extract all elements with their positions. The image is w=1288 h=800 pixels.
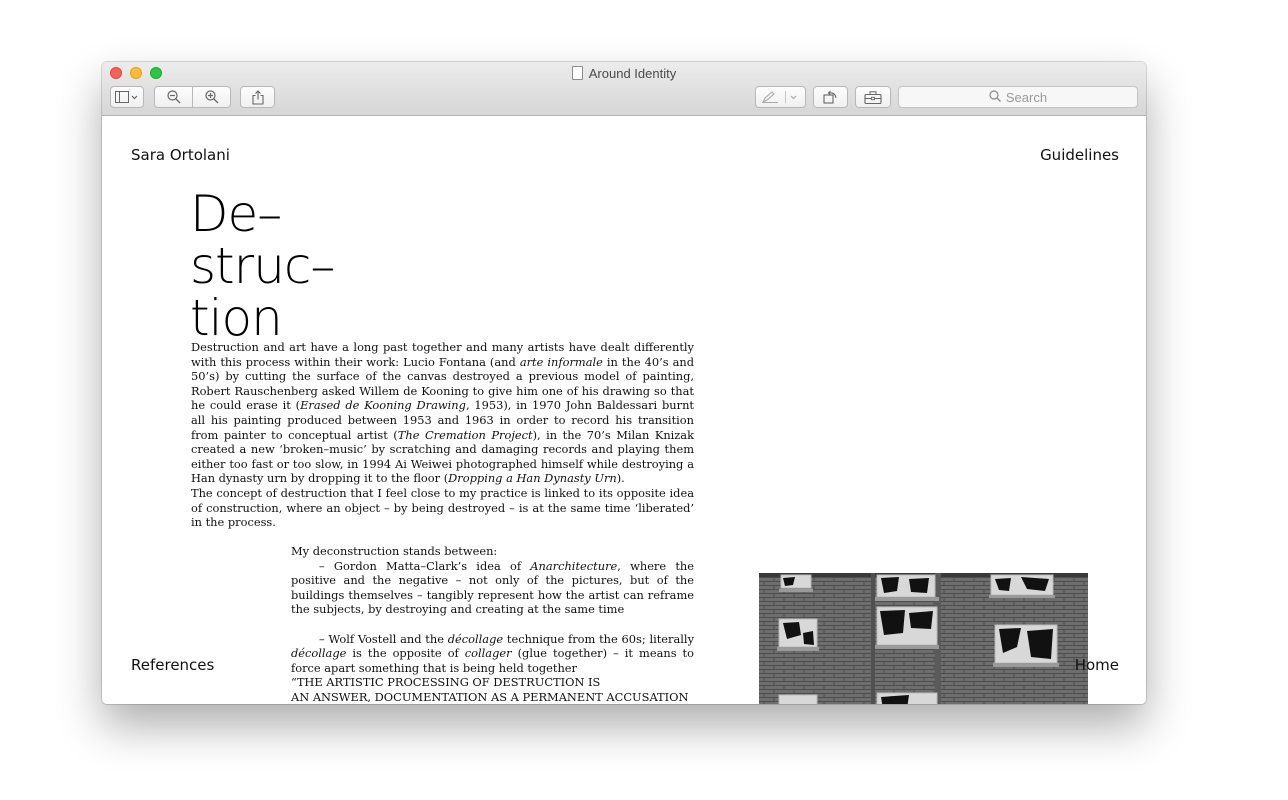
sidebar-icon: [115, 91, 139, 103]
quote-paragraph: [291, 632, 694, 676]
text-run: (glue together) – it means to force apart something that is being held together: [291, 646, 694, 675]
text-run: The concept of destruction that I feel close to my practice is linked to its opposite idea of construction, where an object – by being destroyed – is at the same time ‘liberated’ in the process.: [191, 485, 694, 530]
search-field[interactable]: [898, 86, 1138, 108]
markup-pen-icon: [761, 91, 801, 103]
share-icon: [252, 90, 264, 105]
zoom-in-button[interactable]: [192, 86, 231, 108]
text-run: – Gordon Matta–Clark’s idea of: [319, 558, 531, 573]
text-run: AN ANSWER, DOCUMENTATION AS A PERMANENT ACCUSATION: [291, 689, 689, 704]
home-link[interactable]: Home: [1074, 656, 1119, 674]
heading-line: struc–: [190, 237, 335, 295]
text-run: My deconstruction stands between:: [291, 544, 498, 558]
quote-paragraph: [291, 544, 694, 559]
italic-title-text: arte informale: [519, 354, 603, 369]
zoom-in-icon: [205, 90, 219, 104]
title-bar: [102, 62, 1146, 116]
italic-title-text: décollage: [291, 646, 347, 661]
search-placeholder: Search: [1005, 89, 1048, 105]
text-run: technique from the 60s; literally: [503, 631, 695, 646]
share-button[interactable]: [240, 86, 275, 108]
text-run: , 1953), in 1970 John Baldessari burnt all his painting produced between 1953 and 1963 in order to record his transition from painter to conceptual artist (: [191, 398, 694, 442]
paragraph-spacer: [291, 617, 694, 632]
zoom-out-icon: [167, 90, 181, 104]
document-page: [102, 116, 1146, 704]
toolbox-button[interactable]: [855, 86, 891, 108]
text-run: is the opposite of: [346, 646, 465, 661]
preview-window: [102, 62, 1146, 704]
heading-line: De–: [190, 185, 282, 243]
sidebar-button[interactable]: [110, 86, 144, 108]
text-run: Destruction and art have a long past together and many artists have dealt differently with this process within their work: Lucio Fontana (and: [191, 340, 694, 369]
rotate-button[interactable]: [813, 86, 848, 108]
italic-title-text: décollage: [447, 631, 504, 646]
italic-title-text: collager: [464, 646, 512, 661]
window-title: [102, 66, 1146, 82]
zoom-out-button[interactable]: [154, 86, 193, 108]
body-paragraph: [191, 486, 694, 530]
window-title-text: Around Identity: [588, 66, 677, 81]
markup-button[interactable]: [755, 86, 806, 108]
intro-text: [191, 340, 694, 530]
text-run: “THE ARTISTIC PROCESSING OF DESTRUCTION IS: [291, 675, 601, 690]
building-photo: [759, 573, 1088, 704]
italic-title-text: Erased de Kooning Drawing: [300, 398, 466, 413]
deconstruction-text: [291, 544, 694, 704]
page-heading: [190, 185, 335, 347]
text-run: in the 40’s and 50’s) by cutting the surface of the canvas destroyed a previous model of painting, Robert Rauschenberg asked Willem de Kooning to give him one of his drawing so that he could erase it (: [191, 354, 694, 413]
text-run: ), in the 70’s Milan Knizak created a new ‘broken–music’ by scratching and damaging records and playing them either too fast or too slow, in 1994 Ai Weiwei photographed himself while destroying a Han dynasty urn by dropping it to the floor (: [191, 427, 694, 486]
references-link[interactable]: References: [131, 656, 215, 674]
quote-paragraph: [291, 690, 694, 704]
body-paragraph: [191, 340, 694, 486]
text-run: , where the positive and the negative – not only of the pictures, but of the buildings themselves – tangibly represent how the artist can reframe the subjects, by destroying and creating at the same time: [291, 558, 694, 617]
quote-paragraph: [291, 675, 694, 690]
rotate-icon: [823, 90, 839, 104]
quote-paragraph: [291, 559, 694, 617]
italic-title-text: The Cremation Project: [397, 427, 533, 442]
text-run: – Wolf Vostell and the: [319, 631, 448, 646]
toolbox-icon: [864, 91, 882, 104]
search-icon: [989, 90, 1006, 105]
text-run: ).: [616, 471, 625, 486]
heading-line: tion: [190, 289, 282, 347]
author-name-link[interactable]: Sara Ortolani: [131, 146, 230, 164]
document-icon: [572, 66, 583, 80]
italic-title-text: Anarchitecture: [530, 558, 618, 573]
italic-title-text: Dropping a Han Dynasty Urn: [448, 471, 617, 486]
guidelines-link[interactable]: Guidelines: [1040, 146, 1119, 164]
